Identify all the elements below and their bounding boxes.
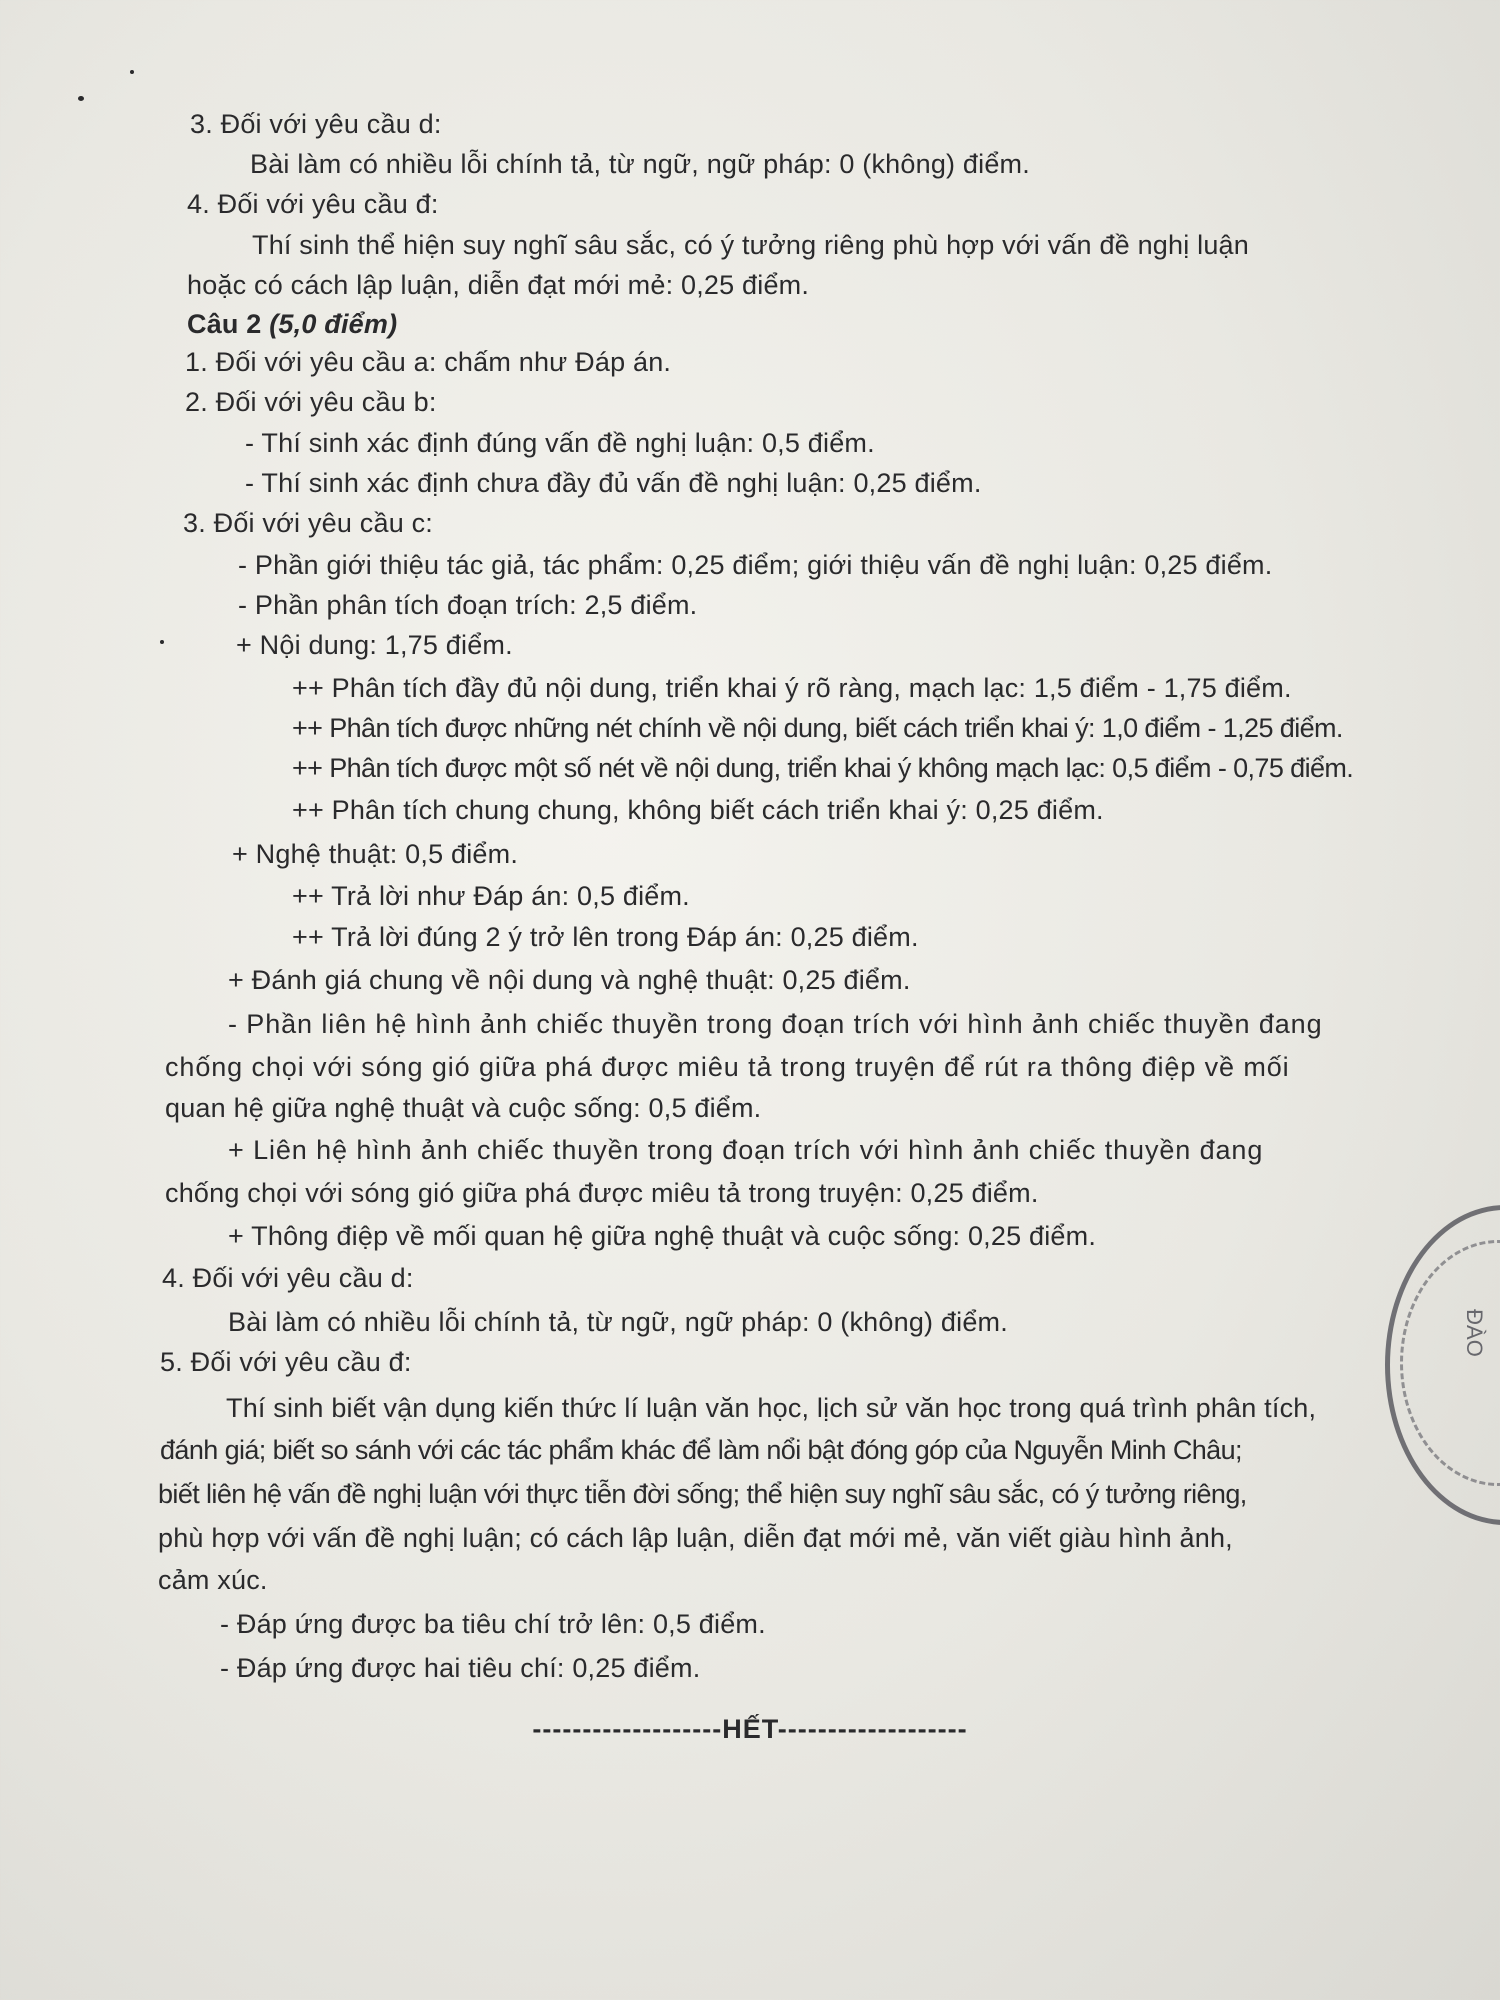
document-line — [187, 265, 809, 305]
line-text: + Liên hệ hình ảnh chiếc thuyền trong đoạn trích với hình ảnh chiếc thuyền đang — [228, 1135, 1264, 1165]
line-text: 2. Đối với yêu cầu b: — [185, 387, 437, 417]
line-text: - Đáp ứng được hai tiêu chí: 0,25 điểm. — [220, 1653, 701, 1683]
stamp-lettering: ĐÀO — [1461, 1309, 1487, 1357]
line-text: 3. Đối với yêu cầu c: — [183, 508, 434, 538]
document-line — [232, 834, 518, 874]
document-line — [165, 1088, 761, 1128]
line-text: hoặc có cách lập luận, diễn đạt mới mẻ: 0,25 điểm. — [187, 270, 810, 300]
line-text: 3. Đối với yêu cầu d: — [190, 109, 442, 139]
line-text: Thí sinh thể hiện suy nghĩ sâu sắc, có ý tưởng riêng phù hợp với vấn đề nghị luận — [252, 230, 1249, 260]
line-text: 1. Đối với yêu cầu a: chấm như Đáp án. — [185, 347, 672, 377]
line-text: + Đánh giá chung về nội dung và nghệ thuật: 0,25 điểm. — [228, 965, 911, 995]
document-line — [245, 463, 982, 503]
line-text: + Thông điệp về mối quan hệ giữa nghệ thuật và cuộc sống: 0,25 điểm. — [228, 1221, 1097, 1251]
heading-points: (5,0 điểm) — [269, 309, 398, 339]
line-text: ++ Phân tích được một số nét về nội dung, triển khai ý không mạch lạc: 0,5 điểm - 0,75 điểm. — [292, 753, 1354, 783]
speck — [78, 96, 84, 101]
document-line — [158, 1560, 268, 1600]
line-text: đánh giá; biết so sánh với các tác phẩm khác để làm nổi bật đóng góp của Nguyễn Minh Châu; — [160, 1435, 1242, 1465]
document-line — [160, 1342, 412, 1382]
line-text: - Phần liên hệ hình ảnh chiếc thuyền trong đoạn trích với hình ảnh chiếc thuyền đang — [228, 1009, 1323, 1039]
document-line — [220, 1648, 700, 1688]
line-text: Bài làm có nhiều lỗi chính tả, từ ngữ, ngữ pháp: 0 (không) điểm. — [228, 1307, 1008, 1337]
document-line — [292, 708, 1343, 748]
document-line — [292, 748, 1353, 788]
line-text: Thí sinh biết vận dụng kiến thức lí luận văn học, lịch sử văn học trong quá trình phân tích, — [226, 1393, 1317, 1423]
line-text: + Nội dung: 1,75 điểm. — [236, 630, 513, 660]
line-text: - Phần phân tích đoạn trích: 2,5 điểm. — [238, 590, 698, 620]
document-line — [228, 1004, 1323, 1044]
document-line — [292, 790, 1104, 830]
document-line — [250, 144, 1030, 184]
document-line — [185, 342, 671, 382]
line-text: 5. Đối với yêu cầu đ: — [160, 1347, 412, 1377]
document-line — [238, 585, 697, 625]
end-mark: -------------------HẾT------------------- — [532, 1714, 968, 1744]
document-line — [228, 960, 911, 1000]
speck — [130, 70, 134, 74]
document-line — [236, 625, 513, 665]
line-text: - Thí sinh xác định chưa đầy đủ vấn đề nghị luận: 0,25 điểm. — [245, 468, 982, 498]
document-line — [228, 1216, 1096, 1256]
document-line — [185, 382, 437, 422]
line-text: - Thí sinh xác định đúng vấn đề nghị luận: 0,5 điểm. — [245, 428, 875, 458]
line-text: Bài làm có nhiều lỗi chính tả, từ ngữ, ngữ pháp: 0 (không) điểm. — [250, 149, 1030, 179]
document-line — [165, 1173, 1039, 1213]
line-text: ++ Phân tích được những nét chính về nội dung, biết cách triển khai ý: 1,0 điểm - 1,25 điểm. — [292, 713, 1343, 743]
line-text: ++ Phân tích chung chung, không biết cách triển khai ý: 0,25 điểm. — [292, 795, 1104, 825]
document-line — [292, 917, 919, 957]
document-line — [245, 423, 875, 463]
document-line — [292, 668, 1292, 708]
document-line — [228, 1130, 1263, 1170]
line-text: cảm xúc. — [158, 1565, 268, 1595]
line-text: - Phần giới thiệu tác giả, tác phẩm: 0,25 điểm; giới thiệu vấn đề nghị luận: 0,25 điểm. — [238, 550, 1273, 580]
document-line — [158, 1474, 1247, 1514]
document-line — [158, 1518, 1233, 1558]
document-line — [190, 104, 442, 144]
document-line — [228, 1302, 1008, 1342]
line-text: biết liên hệ vấn đề nghị luận với thực tiễn đời sống; thể hiện suy nghĩ sâu sắc, có ý tưởng riêng, — [158, 1479, 1247, 1509]
line-text: chống chọi với sóng gió giữa phá được miêu tả trong truyện: 0,25 điểm. — [165, 1178, 1039, 1208]
document-line — [162, 1258, 414, 1298]
line-text: quan hệ giữa nghệ thuật và cuộc sống: 0,5 điểm. — [165, 1093, 762, 1123]
document-line — [187, 184, 439, 224]
document-line — [226, 1388, 1316, 1428]
document-line — [292, 876, 690, 916]
document-line — [238, 545, 1272, 585]
line-text: ++ Phân tích đầy đủ nội dung, triển khai ý rõ ràng, mạch lạc: 1,5 điểm - 1,75 điểm. — [292, 673, 1292, 703]
line-text: + Nghệ thuật: 0,5 điểm. — [232, 839, 519, 869]
speck — [160, 640, 164, 644]
section-heading — [187, 304, 397, 344]
line-text: ++ Trả lời đúng 2 ý trở lên trong Đáp án: 0,25 điểm. — [292, 922, 919, 952]
line-text: ++ Trả lời như Đáp án: 0,5 điểm. — [292, 881, 690, 911]
line-text: 4. Đối với yêu cầu đ: — [187, 189, 439, 219]
line-text: - Đáp ứng được ba tiêu chí trở lên: 0,5 điểm. — [220, 1609, 766, 1639]
document-line — [160, 1430, 1242, 1470]
line-text: chống chọi với sóng gió giữa phá được miêu tả trong truyện để rút ra thông điệp về mối — [165, 1052, 1290, 1082]
line-text: 4. Đối với yêu cầu d: — [162, 1263, 414, 1293]
document-line — [165, 1047, 1290, 1087]
line-text: phù hợp với vấn đề nghị luận; có cách lập luận, diễn đạt mới mẻ, văn viết giàu hình ảnh, — [158, 1523, 1233, 1553]
line-text: Câu 2 — [187, 309, 262, 339]
document-line — [183, 503, 433, 543]
document-line — [220, 1604, 766, 1644]
document-line — [252, 225, 1249, 265]
